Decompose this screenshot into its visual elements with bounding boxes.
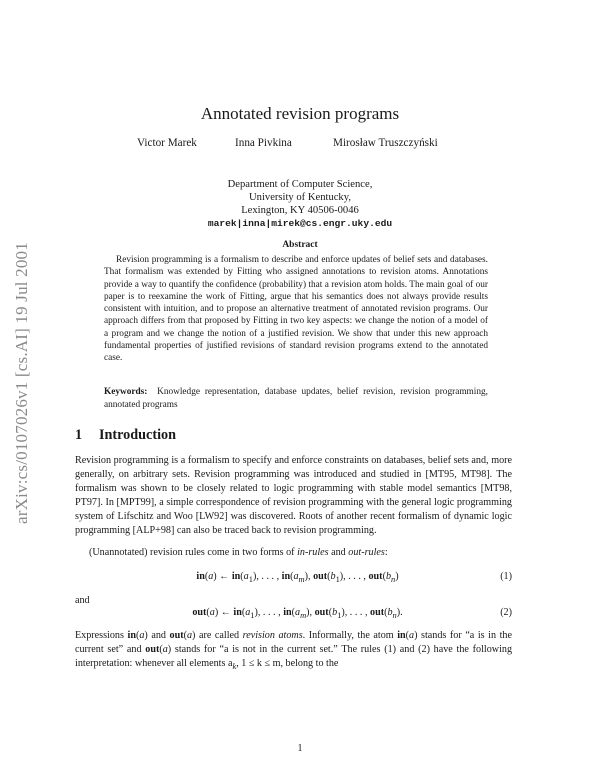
author-name: Mirosław Truszczyński <box>333 137 438 149</box>
intro-paragraph: Revision programming is a formalism to specify and enforce constraints on databases, belief sets and, more generally, on arbitrary sets. Revision programming was introduced and studied in [MT95, MT98]. The formalism was shown to be closely related to logic programming with stable model semantics [MT98, PT97]. In [MPT99], a simple correspondence of revision programming with the general logic programming system of Lifschitz and Woo [LW92] was discovered. Roots of another recent formalism of dynamic logic programming [ALP+98] can also be traced back to revision programming. <box>75 455 512 537</box>
text-fragment: . Informally, the atom <box>302 630 398 641</box>
term-revision-atoms: revision atoms <box>242 630 303 641</box>
text-fragment: stands for <box>417 630 462 641</box>
keywords-label: Keywords: <box>104 387 148 397</box>
text-fragment: “a is in the current set” and <box>75 630 512 655</box>
section-title: Introduction <box>99 427 176 443</box>
equation-number: (1) <box>500 571 512 582</box>
revision-atoms-paragraph: Expressions in(a) and out(a) are called revision atoms. Informally, the atom in(a) stands for “a is in the current set” and out(a) stands for “a is not in the current set.” The rules (1) and (2) have the following interpretation: whenever all elements $a_k$, 1 ≤ k ≤ m, belong to the <box>75 630 513 672</box>
author-name: Victor Marek <box>137 137 197 149</box>
abstract-text: Revision programming is a formalism to describe and enforce updates of belief sets and databases. That formalism was extended by Fitting who assigned annotations to revision atoms. Annotations provide a way to quantify the confidence (probability) that a revision atom holds. The main goal of our paper is to reexamine the work of Fitting, argue that his semantics does not always provide results consistent with intuition, and to propose an alternative treatment of annotated revision programs. Our approach differs from that proposed by Fitting in two key aspects: we change the notion of a model of a program and we change the notion of a justified revision. We show that under this new approach fundamental properties of justified revisions of standard revision programs extend to the annotated case. <box>104 255 488 363</box>
term-in-rules: in-rules <box>297 547 329 558</box>
page-number: 1 <box>297 743 303 754</box>
text-fragment: and <box>147 630 170 641</box>
equation-2-body: out(a) ← $in(a_1)$, . . . , $in(a_m)$, $out(b_1)$, . . . , $out(b_n)$. <box>192 607 403 621</box>
rules-paragraph <box>75 546 512 560</box>
affiliation-university: University of Kentucky, <box>249 192 351 203</box>
affiliation <box>0 178 600 230</box>
rules-paragraph-prefix: (Unannotated) revision rules come in two forms of <box>89 547 298 558</box>
paper-title: Annotated revision programs <box>200 104 400 123</box>
term-out-rules: out-rules <box>348 547 385 558</box>
author-list <box>0 137 600 153</box>
text-fragment: Expressions <box>75 630 128 641</box>
equation-2 <box>75 607 512 623</box>
section-number: 1 <box>75 427 83 443</box>
author-name: Inna Pivkina <box>235 137 292 149</box>
keywords <box>104 386 488 411</box>
text-fragment: , 1 ≤ k ≤ m, belong to the <box>236 658 339 669</box>
equation-number: (2) <box>500 607 512 618</box>
text-fragment: are called <box>195 630 243 641</box>
rules-paragraph-suffix: : <box>384 547 388 558</box>
abstract-heading: Abstract <box>282 240 318 250</box>
affiliation-email: marek|inna|mirek@cs.engr.uky.edu <box>207 218 393 229</box>
keywords-text: Knowledge representation, database updates, belief revision, revision programming, annotated programs <box>104 387 488 410</box>
rules-paragraph-middle: and <box>328 547 349 558</box>
affiliation-city: Lexington, KY 40506-0046 <box>241 205 359 216</box>
text-fragment: stands for “a is not in the current set.” The rules (1) <box>171 644 397 655</box>
section-heading <box>75 427 176 444</box>
arxiv-identifier-text: arXiv:cs/0107026v1 [cs.AI] 19 Jul 2001 <box>12 242 31 524</box>
text-fragment: and (2) have the following interpretation: whenever all elements a <box>75 644 513 669</box>
equation-1-body: in(a) ← $in(a_1)$, . . . , $in(a_m)$, $out(b_1)$, . . . , $out(b_n)$ <box>196 571 399 585</box>
affiliation-department: Department of Computer Science, <box>227 179 373 190</box>
arxiv-identifier <box>13 208 31 558</box>
equation-1 <box>75 571 512 587</box>
connective-and: and <box>75 595 90 606</box>
